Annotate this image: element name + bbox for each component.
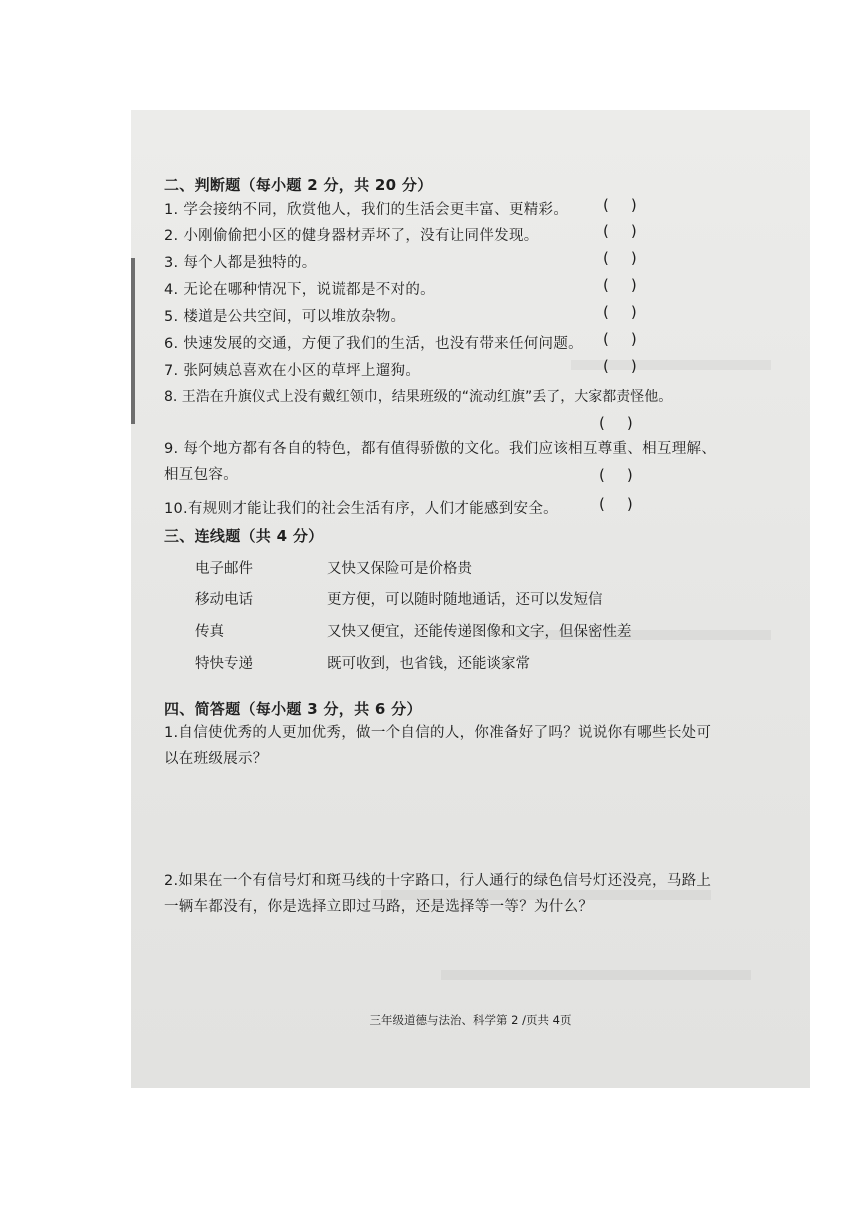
judge-item-3: 3. 每个人都是独特的。: [164, 255, 317, 271]
match-right-2: 更方便，可以随时随地通话，还可以发短信: [327, 592, 603, 608]
judge-item-7: 7. 张阿姨总喜欢在小区的草坪上遛狗。: [164, 363, 421, 379]
answer-paren-10: ( ): [599, 495, 633, 513]
judge-item-9: 9. 每个地方都有各自的特色，都有值得骄傲的文化。我们应该相互尊重、相互理解、相互包容。: [164, 441, 717, 483]
judge-item-1: 1. 学会接纳不同，欣赏他人，我们的生活会更丰富、更精彩。: [164, 202, 569, 218]
section2-heading: 二、判断题（每小题 2 分，共 20 分）: [164, 176, 433, 194]
answer-paren-9: ( ): [599, 466, 633, 484]
judge-item-8: 8. 王浩在升旗仪式上没有戴红领巾，结果班级的“流动红旗”丢了，大家都责怪他。: [164, 389, 673, 405]
answer-paren-7: ( ): [603, 357, 637, 375]
exam-page: [131, 110, 810, 1088]
match-left-3: 传真: [195, 624, 224, 640]
judge-item-2: 2. 小刚偷偷把小区的健身器材弄坏了，没有让同伴发现。: [164, 228, 539, 244]
match-right-4: 既可收到，也省钱，还能谈家常: [327, 656, 530, 672]
scan-edge-mark: [131, 258, 135, 424]
match-right-1: 又快又保险可是价格贵: [327, 561, 472, 577]
answer-paren-1: ( ): [603, 196, 637, 214]
answer-paren-5: ( ): [603, 303, 637, 321]
section4-heading: 四、简答题（每小题 3 分，共 6 分）: [164, 700, 422, 718]
judge-item-10: 10.有规则才能让我们的社会生活有序，人们才能感到安全。: [164, 501, 558, 517]
short-answer-q1: 1.自信使优秀的人更加优秀，做一个自信的人，你准备好了吗？说说你有哪些长处可以在班级展示？: [164, 725, 712, 767]
page-footer: 三年级道德与法治、科学第 2 /页共 4页: [369, 1013, 572, 1027]
judge-item-6: 6. 快速发展的交通，方便了我们的生活，也没有带来任何问题。: [164, 336, 583, 352]
match-left-1: 电子邮件: [195, 561, 253, 577]
answer-paren-8: ( ): [599, 414, 633, 432]
answer-paren-6: ( ): [603, 330, 637, 348]
judge-item-4: 4. 无论在哪种情况下，说谎都是不对的。: [164, 282, 435, 298]
answer-paren-4: ( ): [603, 276, 637, 294]
answer-paren-3: ( ): [603, 249, 637, 267]
match-left-2: 移动电话: [195, 592, 253, 608]
section3-heading: 三、连线题（共 4 分）: [164, 527, 324, 545]
answer-paren-2: ( ): [603, 222, 637, 240]
match-right-3: 又快又便宜，还能传递图像和文字，但保密性差: [327, 624, 632, 640]
short-answer-q2: 2.如果在一个有信号灯和斑马线的十字路口，行人通行的绿色信号灯还没亮，马路上一辆车都没有，你是选择立即过马路，还是选择等一等？为什么？: [164, 873, 712, 915]
match-left-4: 特快专递: [195, 656, 253, 672]
judge-item-5: 5. 楼道是公共空间，可以堆放杂物。: [164, 309, 406, 325]
